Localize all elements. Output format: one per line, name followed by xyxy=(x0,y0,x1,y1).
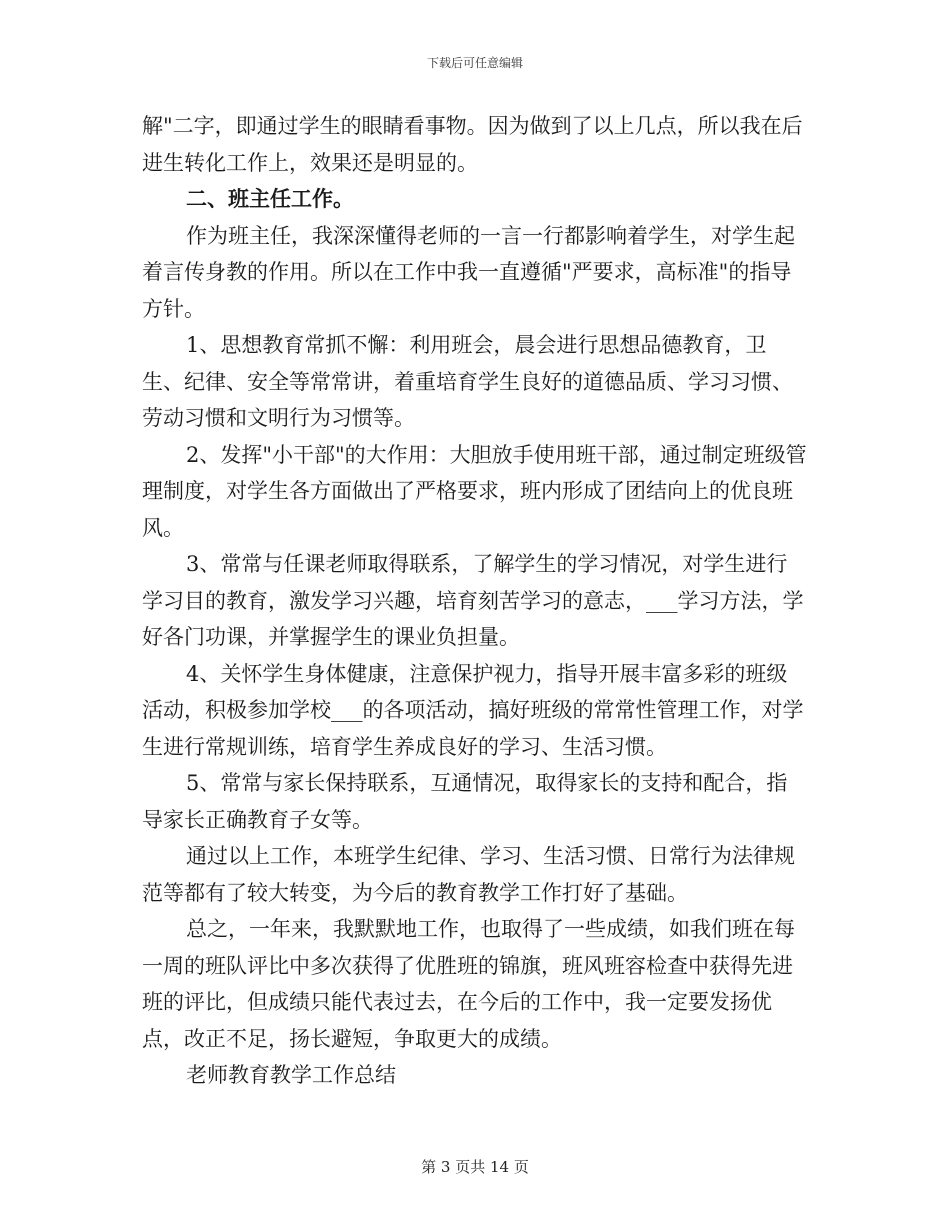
next-section-title: 老师教育教学工作总结 xyxy=(186,1063,396,1087)
paragraph-item-5: 5、常常与家长保持联系，互通情况，取得家长的支持和配合，指导家长正确教育子女等。 xyxy=(142,771,788,832)
paragraph-item-1: 1、思想教育常抓不懈：利用班会，晨会进行思想品德教育，卫生、纪律、安全等常常讲，着重培育学生良好的道德品质、学习习惯、劳动习惯和文明行为习惯等。 xyxy=(142,333,793,430)
paragraph-continuation: 解"二字，即通过学生的眼睛看事物。因为做到了以上几点，所以我在后进生转化工作上，效果还是明显的。 xyxy=(142,114,803,175)
paragraph-item-2: 2、发挥"小干部"的大作用：大胆放手使用班干部，通过制定班级管理制度，对学生各方面做出了严格要求，班内形成了团结向上的优良班风。 xyxy=(142,442,807,540)
paragraph-item-4: 4、关怀学生身体健康，注意保护视力，指导开展丰富多彩的班级活动，积极参加学校___的各项活动，搞好班级的常常性管理工作，对学生进行常规训练，培育学生养成良好的学习、生活习惯。 xyxy=(142,661,804,759)
page-number-footer: 第 3 页共 14 页 xyxy=(421,1158,529,1176)
document-body xyxy=(142,108,808,1094)
paragraph-conclusion: 总之，一年来，我默默地工作，也取得了一些成绩，如我们班在每一周的班队评比中多次获得了优胜班的锦旗，班风班容检查中获得先进班的评比，但成绩只能代表过去，在今后的工作中，我一定要发扬优点，改正不足，扬长避短，争取更大的成绩。 xyxy=(142,917,795,1051)
page-header: 下载后可任意编辑 xyxy=(426,56,523,70)
section-heading: 二、班主任工作。 xyxy=(186,186,354,211)
paragraph-intro: 作为班主任，我深深懂得老师的一言一行都影响着学生，对学生起着言传身教的作用。所以在工作中我一直遵循"严要求，高标准"的指导方针。 xyxy=(142,223,795,321)
paragraph-result: 通过以上工作，本班学生纪律、学习、生活习惯、日常行为法律规范等都有了较大转变，为今后的教育教学工作打好了基础。 xyxy=(142,844,795,905)
paragraph-item-3: 3、常常与任课老师取得联系，了解学生的学习情况，对学生进行学习目的教育，激发学习兴趣，培育刻苦学习的意志，___学习方法，学好各门功课，并掌握学生的课业负担量。 xyxy=(142,552,804,649)
